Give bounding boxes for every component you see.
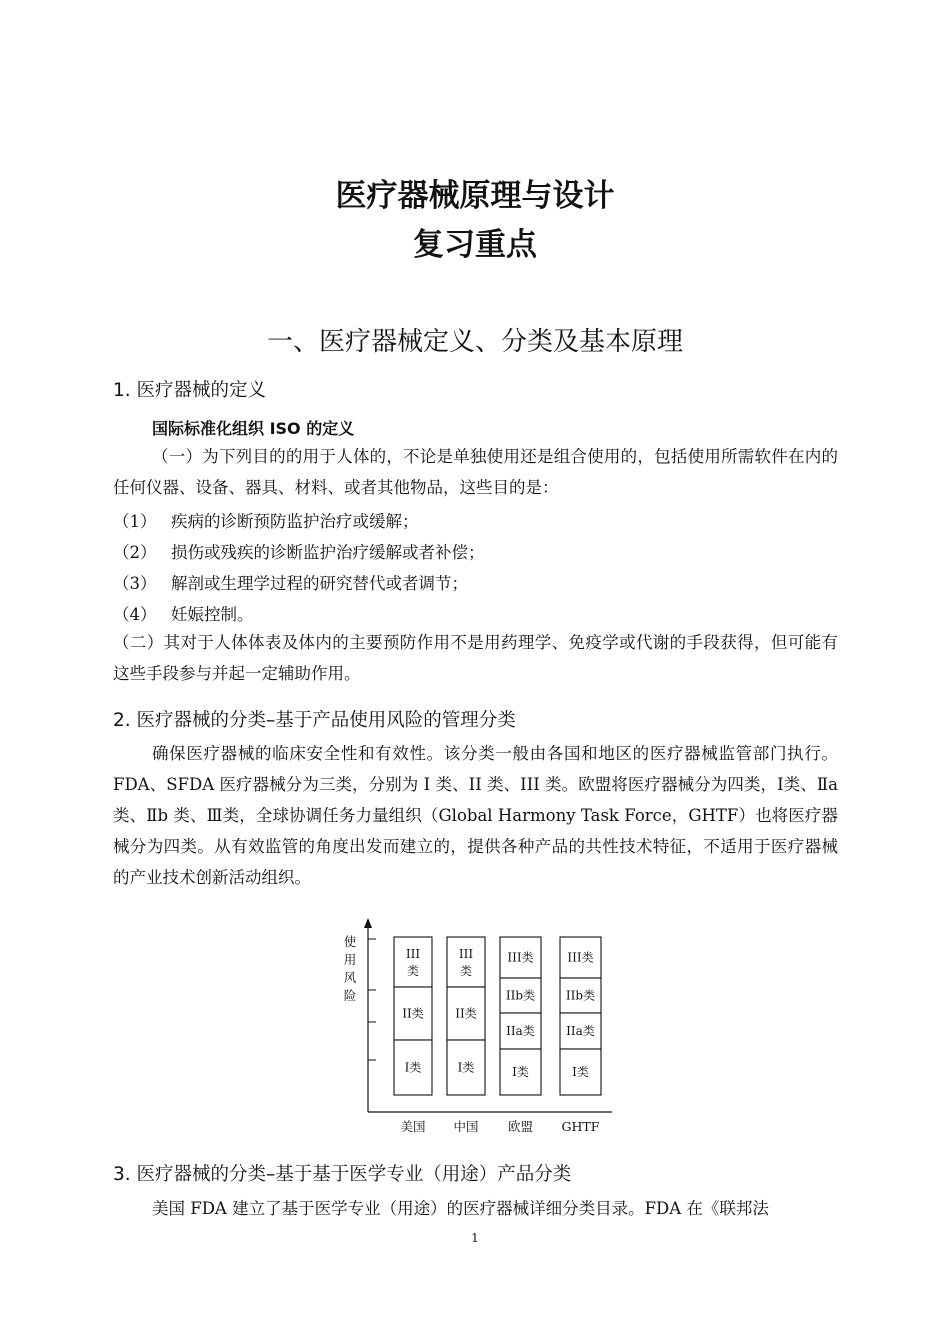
list-item: [113, 539, 485, 563]
list-item-number: （4）: [113, 605, 157, 624]
list-item-number: （1）: [113, 512, 157, 531]
class-label: I类: [572, 1065, 589, 1079]
page-number: 1: [471, 1231, 479, 1245]
class-label: II类: [455, 1006, 477, 1021]
list-item-text: 疾病的诊断预防监护治疗或缓解；: [171, 512, 419, 531]
paragraph-definition-2: （二）其对于人体体表及体内的主要预防作用不是用药理学、免疫学或代谢的手段获得，但可能有这些手段参与并起一定辅助作用。: [113, 633, 838, 683]
y-axis-label-char: 风: [343, 970, 357, 985]
class-box: [394, 937, 432, 987]
class-label: 类: [406, 964, 420, 978]
section-heading: 一、医疗器械定义、分类及基本原理: [266, 327, 683, 357]
list-item-text: 损伤或残疾的诊断监护治疗缓解或者补偿；: [171, 543, 485, 562]
doc-subtitle: 复习重点: [413, 227, 537, 263]
list-item: [113, 508, 419, 532]
paragraph-risk-classification: 确保医疗器械的临床安全性和有效性。该分类一般由各国和地区的医疗器械监管部门执行。FDA、SFDA 医疗器械分为三类，分别为 I 类、II 类、III 类。欧盟将医疗器械分为四类，Ⅰ类、Ⅱa 类、Ⅱb 类、Ⅲ类，全球协调任务力量组织（Global Harmony Task Force，GHTF）也将医疗器械分为四类。从有效监管的角度出发而建立的，提供各种产品的共性技术特征，不适用于医疗器械的产业技术创新活动组织。: [113, 744, 838, 887]
class-label: IIb类: [565, 988, 596, 1003]
y-axis-label-char: 使: [343, 934, 357, 949]
class-label: II类: [402, 1006, 424, 1021]
class-label: III: [458, 947, 474, 961]
class-label: IIa类: [566, 1024, 595, 1038]
x-axis-category-label: GHTF: [561, 1119, 600, 1134]
list-item: [113, 601, 254, 625]
classification-chart: [330, 910, 630, 1142]
class-label: I类: [512, 1065, 529, 1079]
y-axis-arrow: [364, 918, 372, 928]
subheading-iso: 国际标准化组织 ISO 的定义: [152, 419, 355, 438]
heading-definition: 1. 医疗器械的定义: [113, 380, 267, 401]
list-item-number: （2）: [113, 543, 157, 562]
list-item: [113, 570, 468, 594]
list-item-text: 解剖或生理学过程的研究替代或者调节；: [171, 574, 468, 593]
heading-use-classification: 3. 医疗器械的分类–基于基于医学专业（用途）产品分类: [113, 1164, 572, 1185]
class-label: IIb类: [505, 988, 536, 1003]
list-item-number: （3）: [113, 574, 157, 593]
list-item-text: 妊娠控制。: [171, 605, 254, 624]
x-axis-category-label: 美国: [400, 1119, 426, 1134]
x-axis-category-label: 欧盟: [507, 1119, 534, 1134]
paragraph-definition: （一）为下列目的的用于人体的，不论是单独使用还是组合使用的，包括使用所需软件在内的任何仪器、设备、器具、材料、或者其他物品，这些目的是：: [113, 447, 838, 497]
x-axis-category-label: 中国: [453, 1119, 479, 1134]
class-label: I类: [404, 1060, 422, 1075]
class-label: I类: [457, 1060, 475, 1075]
doc-title: 医疗器械原理与设计: [335, 178, 615, 214]
class-label: III: [405, 947, 421, 961]
class-box: [447, 937, 485, 987]
class-label: III类: [567, 950, 594, 965]
class-label: IIa类: [506, 1024, 535, 1038]
paragraph-use-classification: 美国 FDA 建立了基于医学专业（用途）的医疗器械详细分类目录。FDA 在《联邦法: [152, 1199, 769, 1218]
class-label: 类: [459, 964, 473, 978]
heading-risk-classification: 2. 医疗器械的分类–基于产品使用风险的管理分类: [113, 710, 516, 731]
class-label: III类: [507, 950, 534, 965]
y-axis-label-char: 用: [343, 952, 357, 967]
y-axis-label-char: 险: [343, 988, 357, 1003]
